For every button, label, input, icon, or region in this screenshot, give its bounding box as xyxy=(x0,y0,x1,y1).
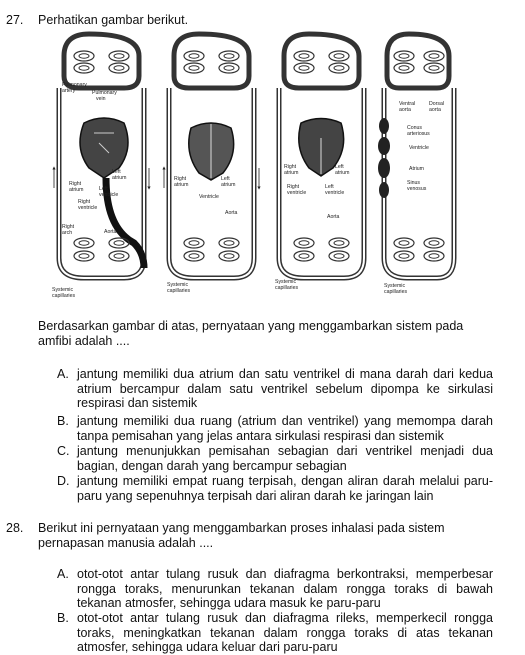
label-ventricle-d4: Ventricle xyxy=(409,145,429,151)
label-right-arch: Right xyxy=(62,224,75,230)
label-atrium-d4: Atrium xyxy=(409,166,424,172)
label-capillaries-d2: capillaries xyxy=(167,288,191,294)
option-text: jantung menunjukkan pemisahan sebagian dari ventrikel menjadi dua bagian, dengan darah yang bercampur sebagian xyxy=(77,444,493,473)
diagram-1 xyxy=(52,34,149,299)
option-letter: D. xyxy=(57,474,70,488)
label-right-ventricle-d3: Right xyxy=(287,184,300,190)
label-right-atrium: Right xyxy=(69,181,82,187)
label-conus-2: arteriosus xyxy=(407,131,430,137)
label-pulmonary-artery-2: artery xyxy=(62,88,76,94)
label-left-ventricle-d3-2: ventricle xyxy=(325,190,345,196)
question-28-stem-line2: pernapasan manusia adalah .... xyxy=(38,536,214,550)
label-dorsal-aorta: Dorsal xyxy=(429,101,444,107)
label-right-atrium-2: atrium xyxy=(69,187,84,193)
label-pulmonary-vein: Pulmonary xyxy=(92,90,117,96)
option-text: otot-otot antar tulang rusuk dan diafragma berkontraksi, memperbesar rongga toraks, menurunkan tekanan dalam rongga toraks di bawah tekanan atmosfer, sehingga udara masuk ke paru-paru xyxy=(77,567,493,610)
option-letter: B. xyxy=(57,414,69,428)
label-left-ventricle: Left xyxy=(99,186,108,192)
option-text: jantung memiliki empat ruang terpisah, dengan aliran darah melalui paru-paru yang sepenuhnya terpisah dari aliran darah ke jaringan lain xyxy=(77,474,493,503)
label-aorta-d3: Aorta xyxy=(327,214,340,220)
option-text: otot-otot antar tulang rusuk dan diafragma rileks, memperkecil rongga toraks, meningkatkan tekanan dalam rongga toraks di atas tekanan atmosfer, sehingga udara keluar dari paru-paru xyxy=(77,611,493,654)
question-27-number: 27. xyxy=(6,13,24,27)
label-left-atrium-2: atrium xyxy=(112,175,127,181)
q27-option-c[interactable] xyxy=(57,444,493,473)
label-left-atrium-d3: Left xyxy=(335,164,344,170)
label-capillaries-d4: capillaries xyxy=(384,289,408,295)
question-27-stem-line2: amfibi adalah .... xyxy=(38,334,130,348)
question-28-number: 28. xyxy=(6,521,24,535)
label-pulmonary-vein-2: vein xyxy=(96,96,106,102)
label-sinus-2: venosus xyxy=(407,186,427,192)
q27-option-d[interactable] xyxy=(57,474,493,503)
option-letter: A. xyxy=(57,567,69,581)
label-capillaries-1: capillaries xyxy=(52,293,76,299)
label-right-ventricle-2: ventricle xyxy=(78,205,98,211)
q28-option-a[interactable] xyxy=(57,567,493,611)
label-left-atrium: Left xyxy=(112,169,121,175)
question-27-stem-line1: Berdasarkan gambar di atas, pernyataan yang menggambarkan sistem pada xyxy=(38,319,464,333)
diagram-3 xyxy=(275,34,364,291)
label-left-atrium-d2-2: atrium xyxy=(221,182,236,188)
label-systemic-d2: Systemic xyxy=(167,282,189,288)
q28-option-b[interactable] xyxy=(57,611,493,655)
option-letter: A. xyxy=(57,367,69,381)
option-text: jantung memiliki dua atrium dan satu ventrikel di mana darah dari kedua atrium bercampur dalam satu ventrikel sebelum dipompa ke sirkulasi respirasi dan sistemik xyxy=(77,367,493,410)
label-right-ventricle: Right xyxy=(78,199,91,205)
label-sinus: Sinus xyxy=(407,180,420,186)
label-capillaries-d3: capillaries xyxy=(275,285,299,291)
diagram-2 xyxy=(164,34,259,294)
label-dorsal-aorta-2: aorta xyxy=(429,107,441,113)
label-right-ventricle-d3-2: ventricle xyxy=(287,190,307,196)
label-conus: Conus xyxy=(407,125,422,131)
label-aorta-d2: Aorta xyxy=(225,210,238,216)
label-left-atrium-d2: Left xyxy=(221,176,230,182)
label-ventral-aorta: Ventral xyxy=(399,101,416,107)
q27-option-a[interactable] xyxy=(57,367,493,411)
label-ventral-aorta-2: aorta xyxy=(399,107,411,113)
label-systemic-d3: Systemic xyxy=(275,279,297,285)
label-systemic-1: Systemic xyxy=(52,287,74,293)
label-left-atrium-d3-2: atrium xyxy=(335,170,350,176)
q27-option-b[interactable] xyxy=(57,414,493,443)
question-27-intro: Perhatikan gambar berikut. xyxy=(38,13,189,27)
label-right-atrium-d2: Right xyxy=(174,176,187,182)
option-letter: B. xyxy=(57,611,69,625)
label-systemic-d4: Systemic xyxy=(384,283,406,289)
diagram-4 xyxy=(378,34,454,295)
label-right-atrium-d3-2: atrium xyxy=(284,170,299,176)
label-right-arch-2: arch xyxy=(62,230,73,236)
label-left-ventricle-2: ventricle xyxy=(99,192,119,198)
option-letter: C. xyxy=(57,444,70,458)
label-ventricle-d2: Ventricle xyxy=(199,194,219,200)
option-text: jantung memiliki dua ruang (atrium dan ventrikel) yang memompa darah tanpa pemisahan yang jelas antara sirkulasi respirasi dan sistemik xyxy=(77,414,493,443)
label-pulmonary-artery: Pulmonary xyxy=(62,82,87,88)
label-left-ventricle-d3: Left xyxy=(325,184,334,190)
question-28-stem-line1: Berikut ini pernyataan yang menggambarkan proses inhalasi pada sistem xyxy=(38,521,445,535)
label-right-atrium-d3: Right xyxy=(284,164,297,170)
label-right-atrium-d2-2: atrium xyxy=(174,182,189,188)
circulatory-systems-figure xyxy=(44,28,484,303)
label-aorta-1: Aorta xyxy=(104,229,117,235)
